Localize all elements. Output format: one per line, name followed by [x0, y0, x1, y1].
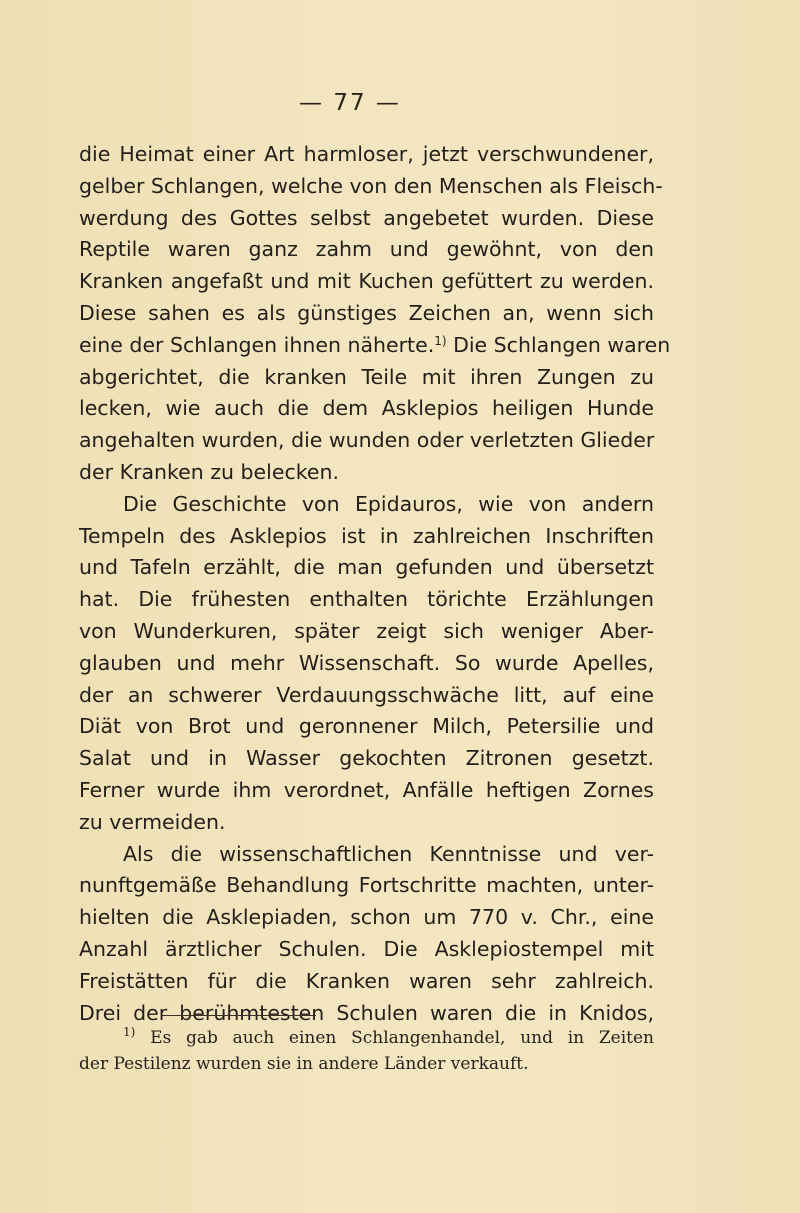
text-line: der Kranken zu belecken.: [79, 459, 339, 484]
text-line: glauben und mehr Wissenschaft. So wurde Apelles,: [79, 650, 654, 675]
text-line: abgerichtet, die kranken Teile mit ihren Zungen zu: [79, 364, 654, 389]
footnote-line: der Pestilenz wurden sie in andere Länder verkauft.: [79, 1054, 529, 1074]
text-line: nunftgemäße Behandlung Fortschritte machten, unter-: [79, 873, 654, 898]
text-line: Die Geschichte von Epidauros, wie von andern: [123, 491, 654, 516]
text-line: Diese sahen es als günstiges Zeichen an, wenn sich: [79, 300, 654, 325]
footnote-divider: [161, 1015, 316, 1016]
text-line: Freistätten für die Kranken waren sehr zahlreich.: [79, 968, 654, 993]
text-line: Drei der berühmtesten Schulen waren die in Knidos,: [79, 1000, 654, 1025]
footnote-reference: 1): [434, 333, 447, 348]
text-line: angehalten wurden, die wunden oder verletzten Glieder: [79, 428, 655, 453]
text-line: hat. Die frühesten enthalten törichte Erzählungen: [79, 587, 654, 612]
text-line: Diät von Brot und geronnener Milch, Petersilie und: [79, 714, 654, 739]
footnote: [79, 1025, 654, 1077]
text-line: Reptile waren ganz zahm und gewöhnt, von den: [79, 237, 654, 262]
text-line-with-footnote: [79, 330, 671, 362]
paragraph-1: [79, 139, 671, 489]
text-line: Salat und in Wasser gekochten Zitronen gesetzt.: [79, 746, 654, 771]
text-line: Kranken angefaßt und mit Kuchen gefüttert zu werden.: [79, 269, 654, 294]
text-line: von Wunderkuren, später zeigt sich weniger Aber-: [79, 618, 654, 643]
footnote-mark: 1): [123, 1025, 136, 1039]
text-line: Als die wissenschaftlichen Kenntnisse und ver-: [123, 841, 654, 866]
text-line: Ferner wurde ihm verordnet, Anfälle heftigen Zornes: [79, 777, 654, 802]
text-segment: eine der Schlangen ihnen näherte.: [79, 332, 435, 357]
text-line: lecken, wie auch die dem Asklepios heiligen Hunde: [79, 396, 654, 421]
text-line: werdung des Gottes selbst angebetet wurden. Diese: [79, 205, 654, 230]
text-line: die Heimat einer Art harmloser, jetzt verschwundener,: [79, 142, 654, 166]
main-text: [79, 139, 671, 1029]
paragraph-2: [79, 489, 654, 839]
text-line: der an schwerer Verdauungsschwäche litt, auf eine: [79, 682, 654, 707]
footnote-line: [79, 1025, 654, 1051]
paragraph-3: [79, 839, 654, 1030]
text-line: und Tafeln erzählt, die man gefunden und übersetzt: [79, 555, 654, 580]
text-line: Anzahl ärztlicher Schulen. Die Asklepiostempel mit: [79, 936, 654, 961]
footnote-text: Es gab auch einen Schlangenhandel, und in Zeiten: [135, 1028, 654, 1048]
text-line: gelber Schlangen, welche von den Menschen als Fleisch-: [79, 173, 663, 198]
text-line: zu vermeiden.: [79, 809, 226, 834]
text-line: hielten die Asklepiaden, schon um 770 v. Chr., eine: [79, 905, 654, 930]
text-segment: Die Schlangen waren: [446, 332, 671, 357]
page-number: — 77 —: [299, 90, 401, 116]
text-line: Tempeln des Asklepios ist in zahlreichen Inschriften: [79, 523, 654, 548]
